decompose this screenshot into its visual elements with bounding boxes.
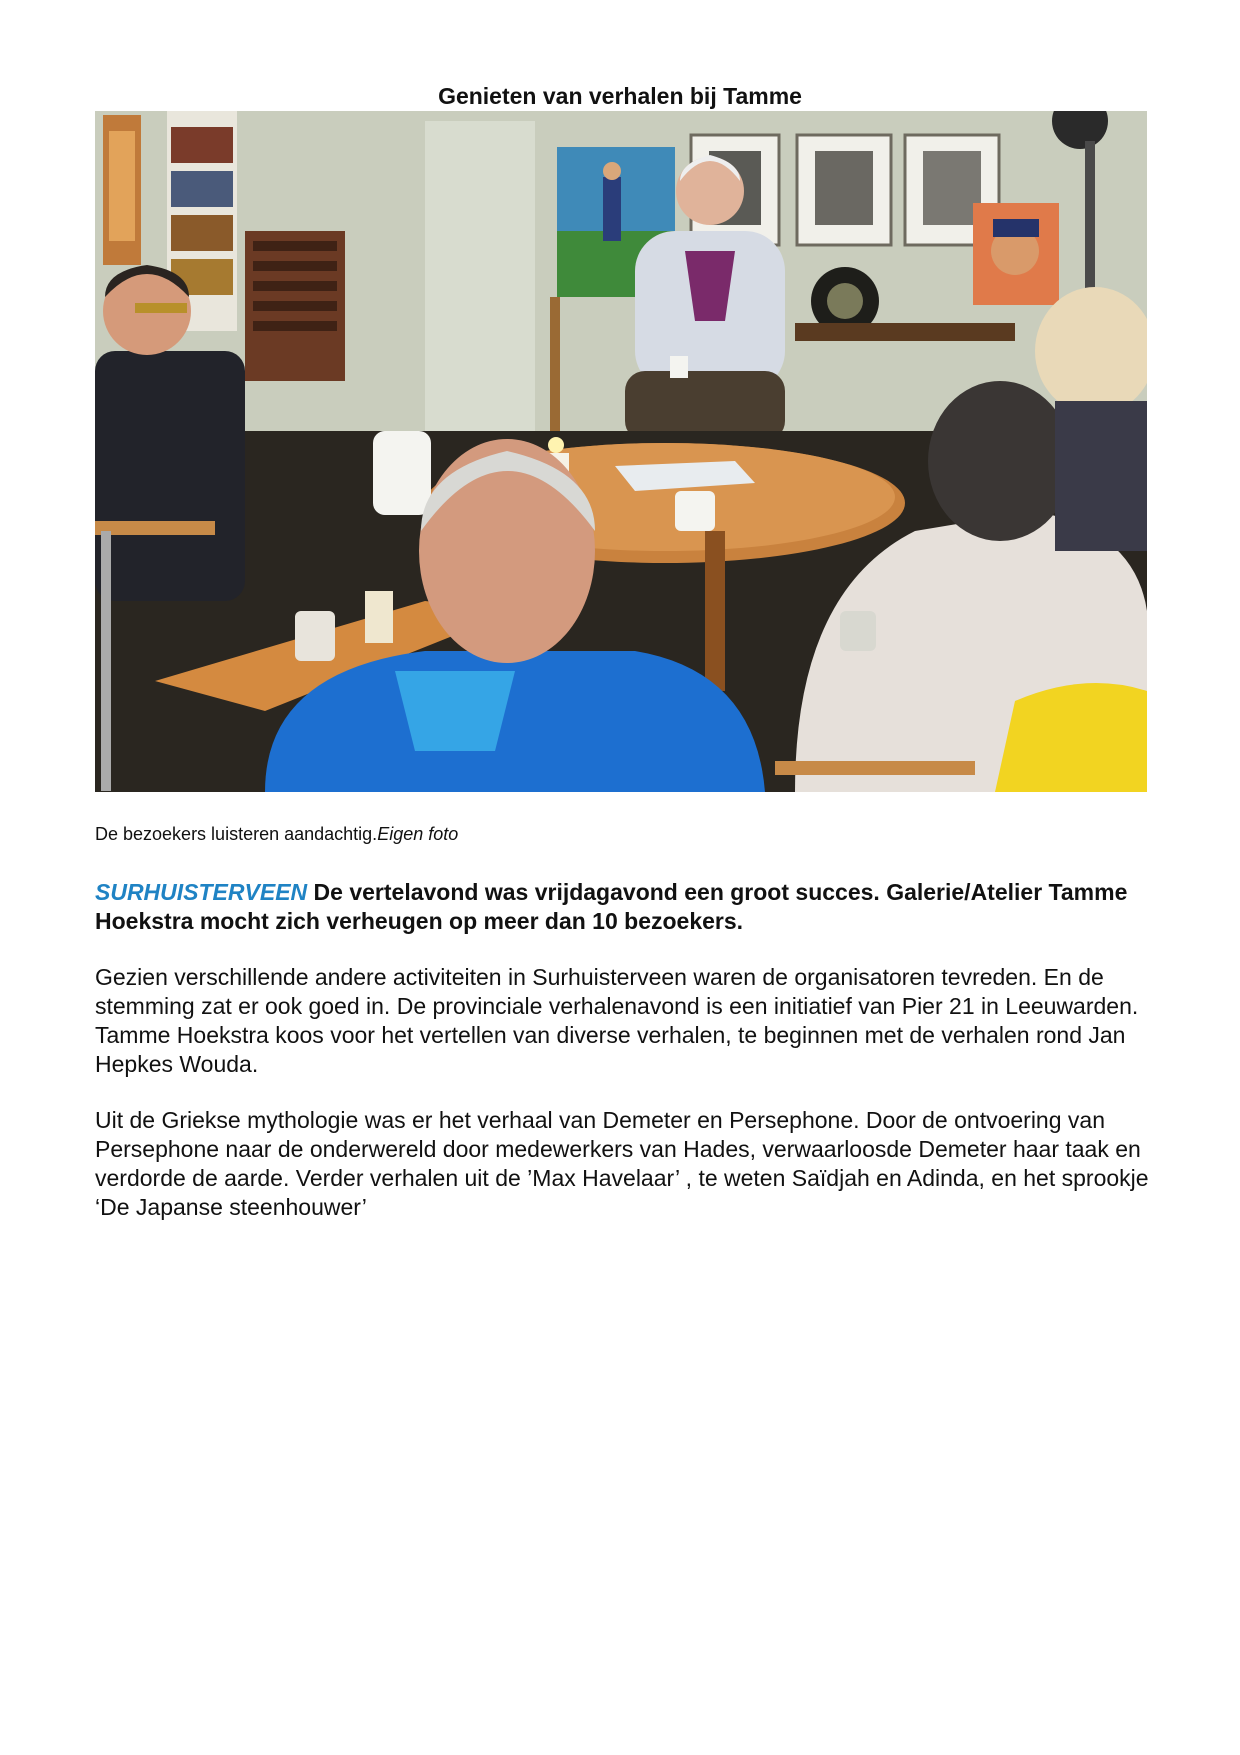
caption-credit: Eigen foto: [377, 824, 459, 844]
dateline: SURHUISTERVEEN: [95, 879, 308, 905]
article-title: Genieten van verhalen bij Tamme: [438, 83, 802, 109]
body-paragraph-1: Gezien verschillende andere activiteiten in Surhuisterveen waren de organisatoren tevreden. En de stemming zat er ook goed in. De provinciale verhalenavond is een initiatief van Pier 21 in Leeuwarden. Tamme Hoekstra koos voor het vertellen van diverse verhalen, te beginnen met de verhalen rond Jan Hepkes Wouda.: [95, 964, 1139, 1077]
caption-text: De bezoekers luisteren aandachtig.: [95, 824, 378, 844]
article-lead: [95, 878, 1155, 936]
lead-text: De vertelavond was vrijdagavond een groot succes. Galerie/Atelier Tamme Hoekstra mocht zich verheugen op meer dan 10 bezoekers.: [95, 879, 1128, 934]
article-photo: [95, 111, 1147, 792]
storytelling-evening-photo: [95, 111, 1147, 792]
photo-caption: [95, 823, 458, 845]
body-paragraph-2: Uit de Griekse mythologie was er het verhaal van Demeter en Persephone. Door de ontvoering van Persephone naar de onderwereld door medewerkers van Hades, verwaarloosde Demeter haar taak en verdorde de aarde. Verder verhalen uit de ’Max Havelaar’ , te weten Saïdjah en Adinda, en het sprookje ‘De Japanse steenhouwer’: [95, 1107, 1149, 1220]
